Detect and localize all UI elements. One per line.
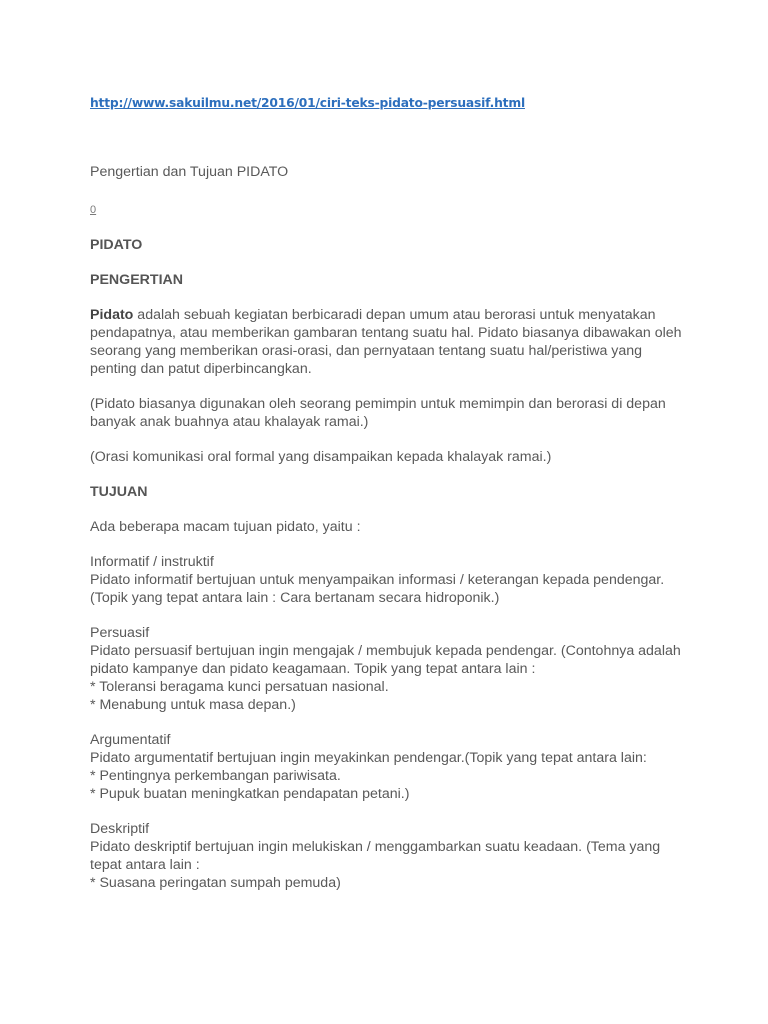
heading-pidato: PIDATO [90,237,143,253]
heading-tujuan: TUJUAN [90,484,148,500]
pengertian-note-1: (Pidato biasanya digunakan oleh seorang pemimpin untuk memimpin dan berorasi di depan banyak anak buahnya atau khalayak ramai.) [90,396,666,430]
heading-pengertian: PENGERTIAN [90,272,184,288]
comment-count-link[interactable]: 0 [90,204,97,216]
tujuan-intro: Ada beberapa macam tujuan pidato, yaitu : [90,519,361,535]
tujuan-persuasif [90,624,690,714]
type-name: Deskriptif [90,821,150,837]
pengertian-paragraph [90,306,690,378]
tujuan-informatif [90,553,690,607]
type-name: Persuasif [90,625,150,641]
type-line: * Pupuk buatan meningkatkan pendapatan petani.) [90,786,410,802]
pengertian-text: adalah sebuah kegiatan berbicaradi depan umum atau berorasi untuk menyatakan pendapatnya, atau memberikan gambaran tentang suatu hal. Pidato biasanya dibawakan oleh seorang yang memberikan orasi-orasi, dan pernyataan tentang suatu hal/peristiwa yang penting dan patut diperbincangkan. [90,307,682,377]
type-line: * Pentingnya perkembangan pariwisata. [90,768,341,784]
pidato-term: Pidato [90,307,134,323]
pengertian-note-2: (Orasi komunikasi oral formal yang disampaikan kepada khalayak ramai.) [90,449,552,465]
source-url-link[interactable]: http://www.sakuilmu.net/2016/01/ciri-teks-pidato-persuasif.html [90,96,525,110]
tujuan-deskriptif [90,820,690,892]
type-line: Pidato deskriptif bertujuan ingin melukiskan / menggambarkan suatu keadaan. (Tema yang tepat antara lain : [90,839,661,873]
tujuan-argumentatif [90,731,690,803]
type-line: Pidato argumentatif bertujuan ingin meyakinkan pendengar.(Topik yang tepat antara lain: [90,750,647,766]
type-line: * Suasana peringatan sumpah pemuda) [90,875,341,891]
type-line: Pidato persuasif bertujuan ingin mengajak / membujuk kepada pendengar. (Contohnya adalah pidato kampanye dan pidato keagamaan. Topik yang tepat antara lain : [90,643,681,677]
document-body [90,236,690,909]
document-title: Pengertian dan Tujuan PIDATO [90,164,289,180]
type-name: Argumentatif [90,732,171,748]
type-name: Informatif / instruktif [90,554,214,570]
type-line: * Menabung untuk masa depan.) [90,697,296,713]
type-line: * Toleransi beragama kunci persatuan nasional. [90,679,389,695]
type-line: Pidato informatif bertujuan untuk menyampaikan informasi / keterangan kepada pendengar. (Topik yang tepat antara lain : Cara bertanam secara hidroponik.) [90,572,665,606]
